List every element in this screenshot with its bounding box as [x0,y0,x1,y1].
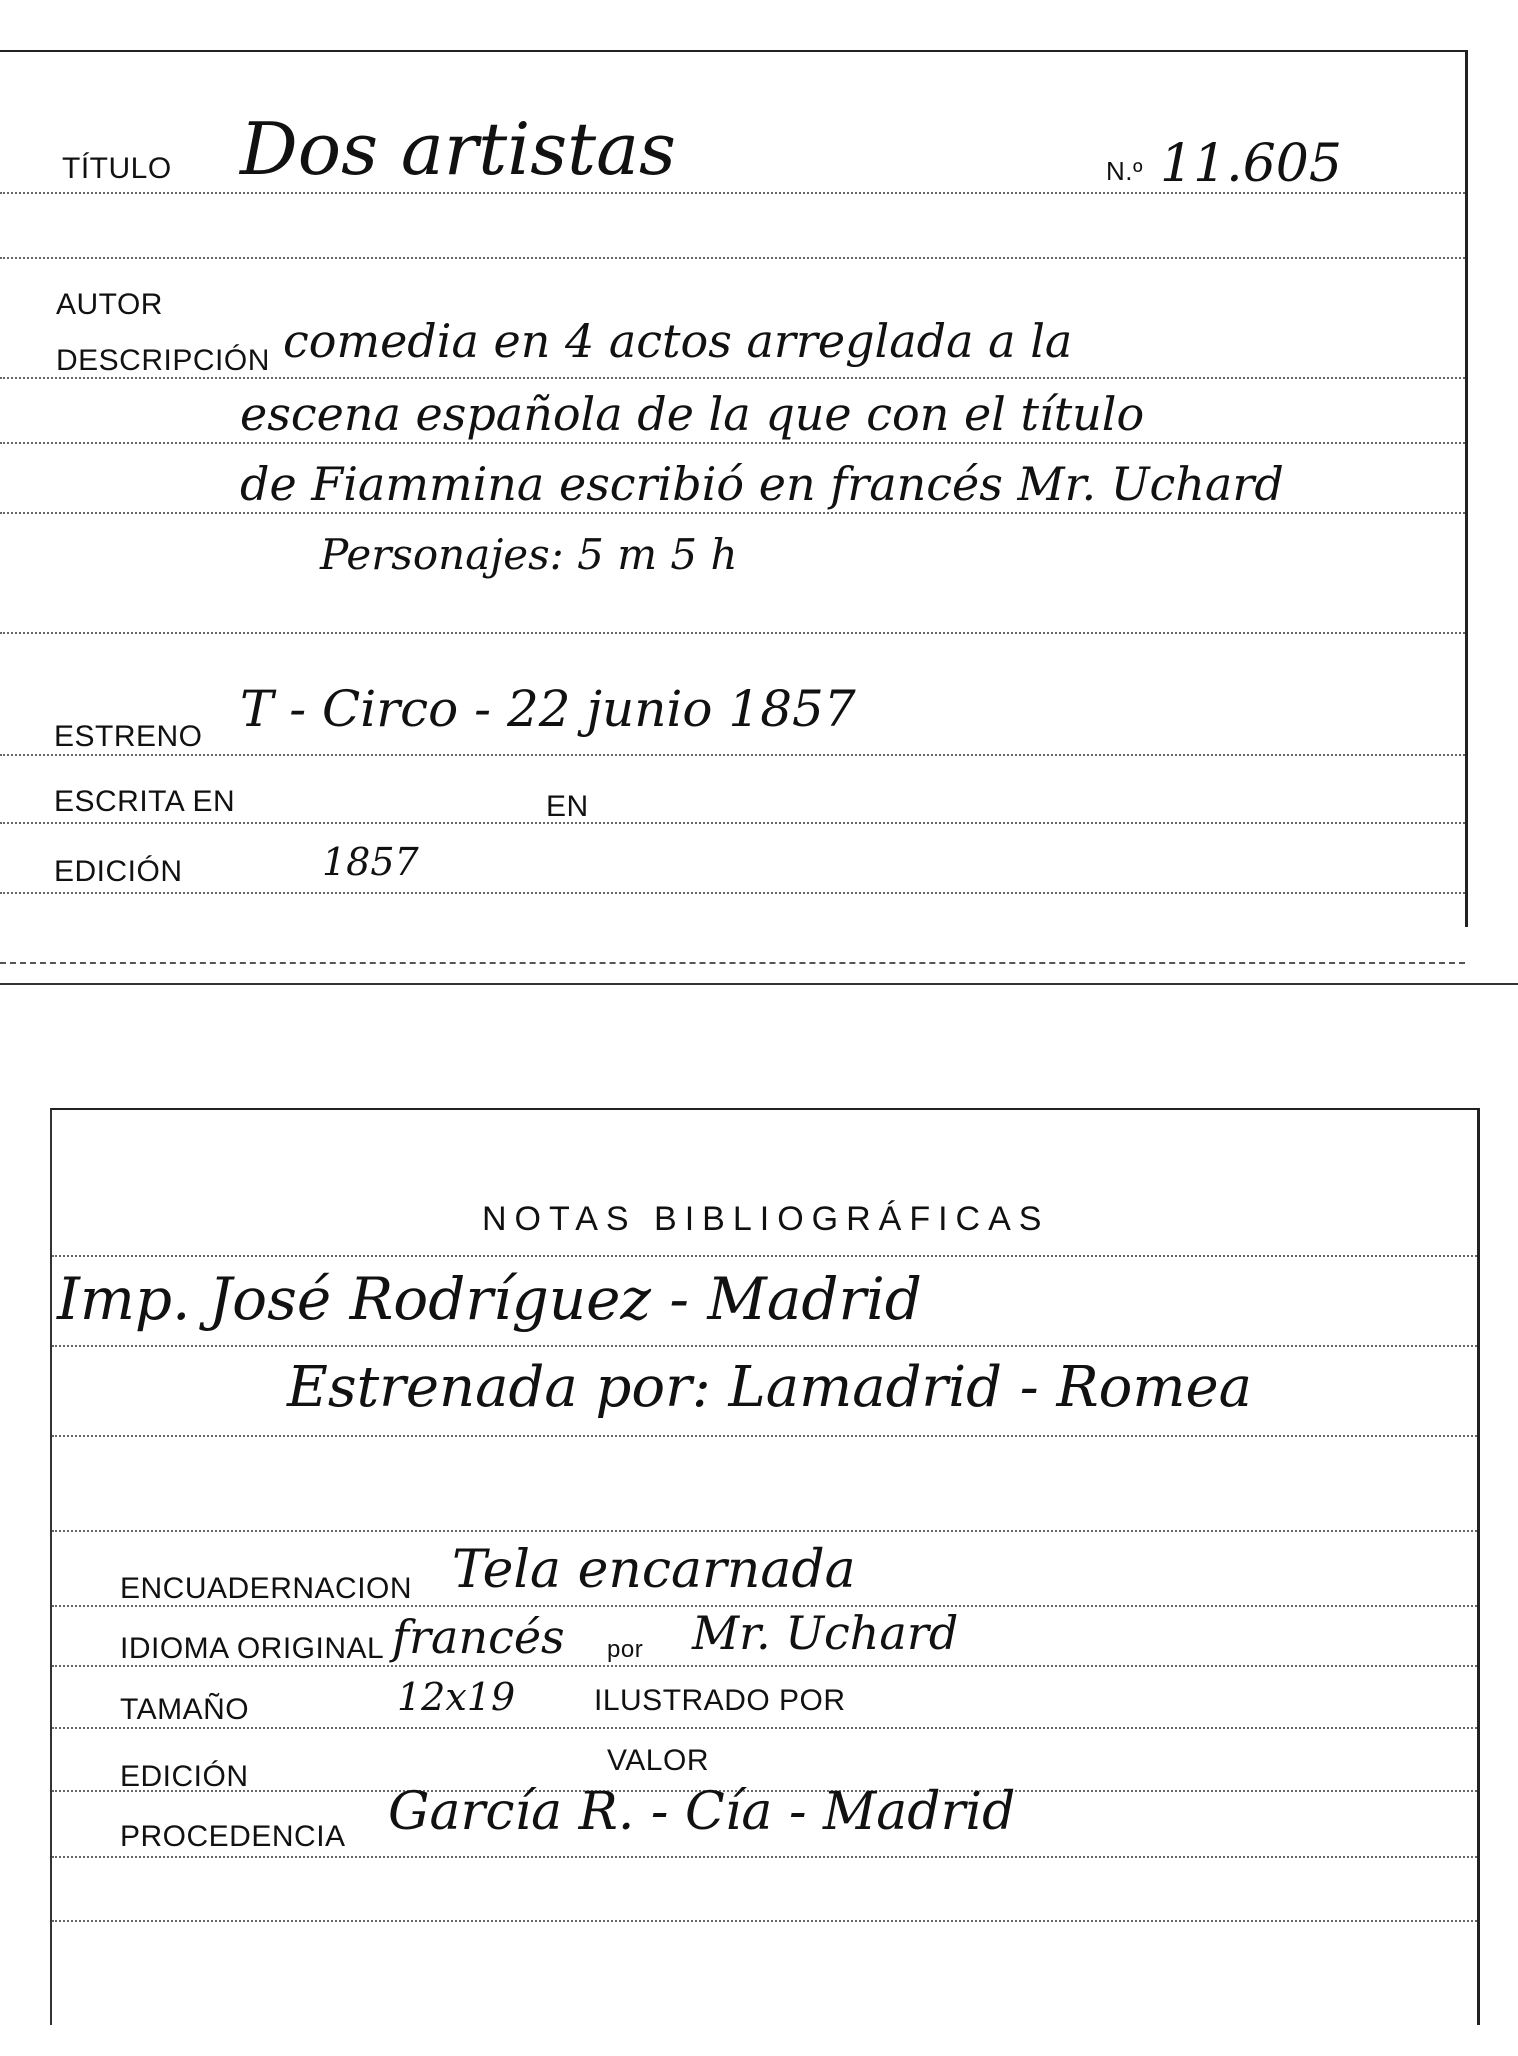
idioma-value: francés [392,1610,565,1664]
en-label: EN [546,790,589,823]
tamano-label: TAMAÑO [120,1693,250,1726]
edicion-label: EDICIÓN [120,1760,249,1793]
edicion-label: EDICIÓN [54,855,183,888]
valor-label: VALOR [607,1744,709,1777]
card-separator [0,983,1518,985]
por-value: Mr. Uchard [692,1606,959,1660]
edicion-value: 1857 [322,840,419,884]
idioma-label: IDIOMA ORIGINAL [120,1632,385,1665]
descripcion-label: DESCRIPCIÓN [56,344,270,377]
dotted-rule [52,1727,1477,1729]
dotted-rule [52,1856,1477,1858]
procedencia-label: PROCEDENCIA [120,1820,346,1853]
catalog-card-front [0,50,1468,927]
note-line-1: Imp. José Rodríguez - Madrid [57,1265,922,1333]
descripcion-line-1: comedia en 4 actos arreglada a la [283,314,1073,368]
numero-label: N.º [1106,156,1143,186]
dotted-rule [52,1920,1477,1922]
dotted-rule [52,1530,1477,1532]
dotted-rule [0,442,1465,444]
por-label: por [607,1636,644,1663]
dotted-rule [0,822,1465,824]
descripcion-line-4: Personajes: 5 m 5 h [320,530,738,579]
dotted-rule [0,632,1465,634]
dotted-rule [52,1345,1477,1347]
descripcion-line-3: de Fiammina escribió en francés Mr. Uchard [240,457,1284,511]
estreno-value: T - Circo - 22 junio 1857 [240,680,856,738]
catalog-card-back [50,1108,1480,2025]
dotted-rule [52,1435,1477,1437]
autor-label: AUTOR [56,288,163,321]
titulo-value: Dos artistas [240,107,676,191]
descripcion-line-2: escena española de la que con el título [240,387,1145,441]
dotted-rule [0,512,1465,514]
titulo-label: TÍTULO [62,152,172,185]
procedencia-value: García R. - Cía - Madrid [388,1782,1016,1842]
escrita-en-label: ESCRITA EN [54,785,236,818]
dotted-rule [0,754,1465,756]
estreno-label: ESTRENO [54,720,203,753]
tamano-value: 12x19 [397,1675,516,1719]
encuadernacion-label: ENCUADERNACION [120,1572,413,1605]
dotted-rule [52,1255,1477,1257]
numero-value: 11.605 [1160,134,1342,194]
note-line-2: Estrenada por: Lamadrid - Romea [287,1355,1252,1420]
dotted-rule [0,257,1465,259]
dotted-rule [0,892,1465,894]
encuadernacion-value: Tela encarnada [452,1540,856,1600]
ilustrado-label: ILUSTRADO POR [594,1684,846,1717]
dashed-rule [0,962,1465,964]
notas-heading: NOTAS BIBLIOGRÁFICAS [482,1200,1050,1238]
